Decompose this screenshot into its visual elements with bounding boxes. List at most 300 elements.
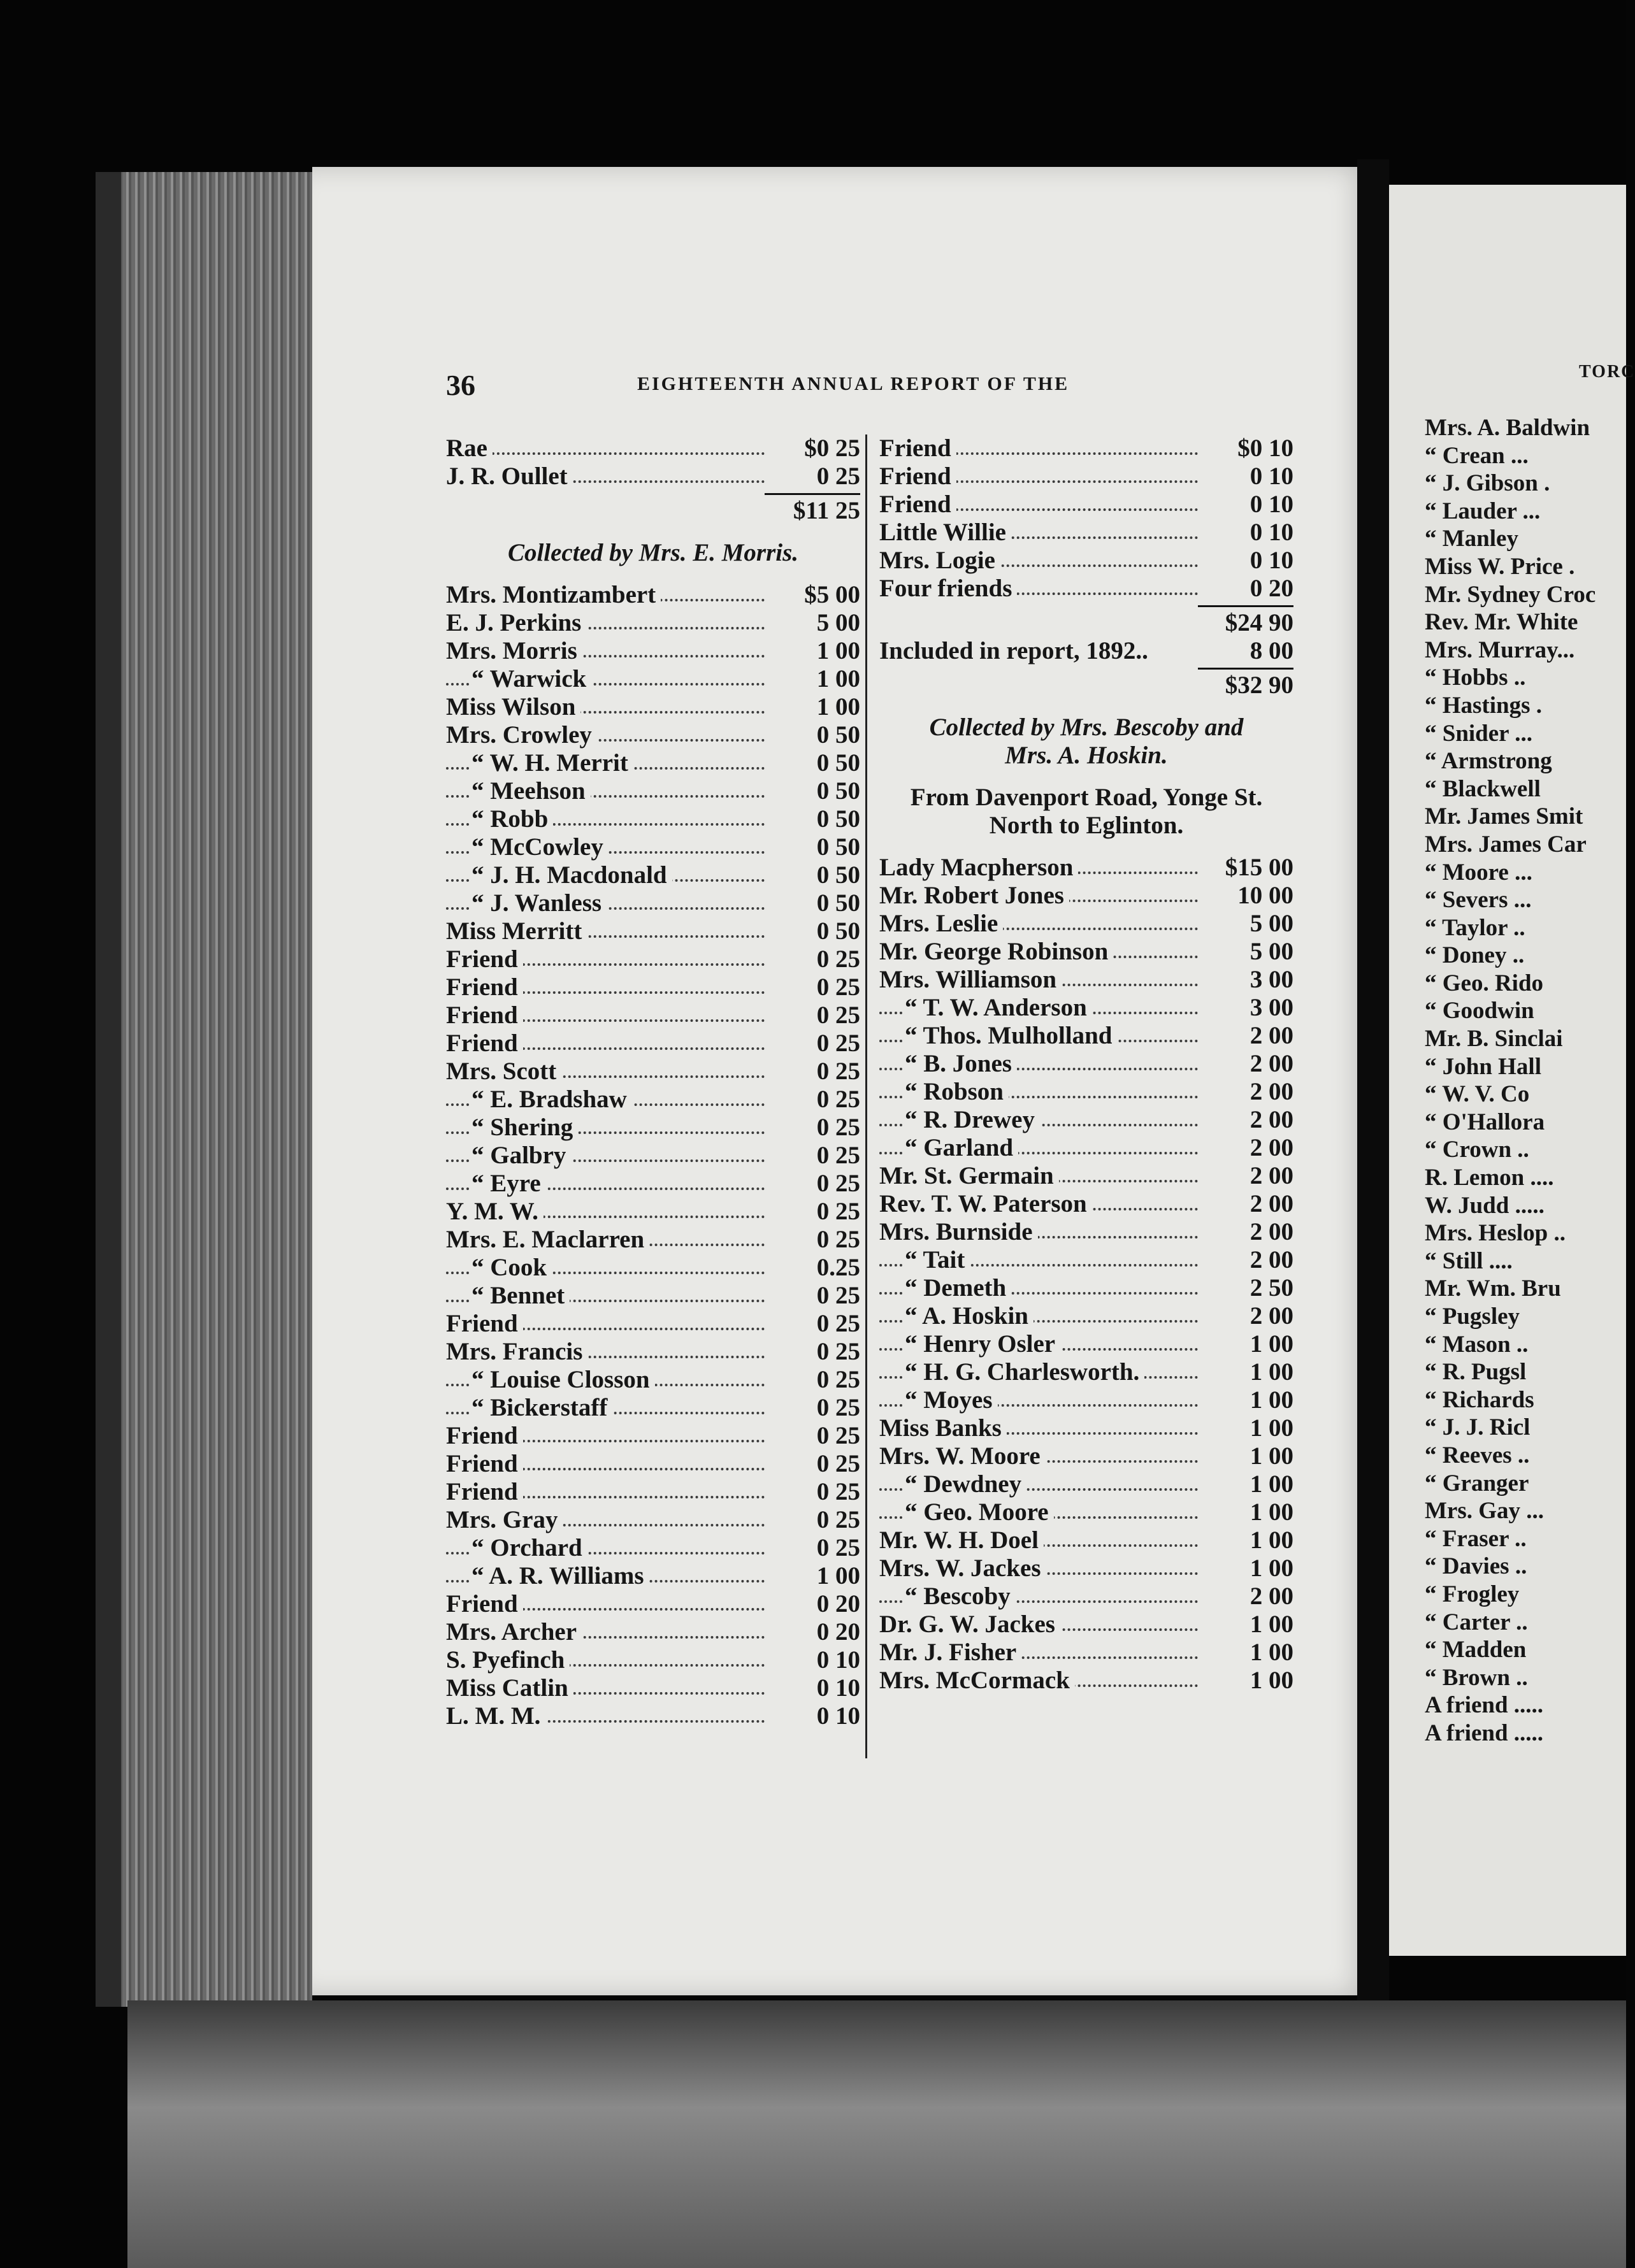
donor-name: “ Garland [905, 1134, 1018, 1162]
donor-row [446, 1394, 860, 1422]
right-page-line: “ J. J. Ricl [1425, 1414, 1531, 1441]
donor-name: Mrs. Williamson [879, 966, 1062, 994]
donor-name: “ H. G. Charlesworth. [905, 1358, 1144, 1386]
donor-row [446, 805, 860, 833]
donor-row [446, 1618, 860, 1646]
middle-subtotal: $24 90 [1200, 609, 1293, 637]
donation-amount: 0 20 [767, 1590, 860, 1618]
donation-amount: 0 25 [767, 1114, 860, 1142]
left-donor-list [446, 581, 860, 1730]
donor-name: “ W. H. Merrit [472, 749, 633, 777]
donor-name: “ A. Hoskin [905, 1302, 1034, 1330]
donor-row [879, 1554, 1293, 1583]
donation-amount: 0 20 [767, 1618, 860, 1646]
donor-name: “ R. Drewey [905, 1106, 1040, 1134]
right-page-line: “ Doney .. [1425, 942, 1525, 969]
donor-name: “ J. Wanless [472, 889, 607, 917]
donation-amount: 0 50 [767, 777, 860, 805]
donor-name: Mr. George Robinson [879, 938, 1113, 966]
middle-top-rows [879, 434, 1293, 603]
donor-name: “ Bennet [472, 1282, 570, 1310]
donation-amount: 0 25 [767, 945, 860, 973]
donor-row [879, 1667, 1293, 1695]
donor-row [446, 1534, 860, 1562]
donor-name: “ Shering [472, 1114, 578, 1142]
donor-name: Friend [879, 463, 956, 491]
left-top-rows [446, 434, 860, 491]
donor-row [879, 1583, 1293, 1611]
donor-row [446, 1478, 860, 1506]
donor-name: “ Henry Osler [905, 1330, 1060, 1358]
donation-amount: 2 00 [1200, 1246, 1293, 1274]
donor-name: Mr. J. Fisher [879, 1639, 1021, 1667]
donor-name: Mr. Robert Jones [879, 882, 1069, 910]
donor-name: “ Cook [472, 1254, 552, 1282]
donor-name: “ E. Bradshaw [472, 1086, 632, 1114]
donor-row [879, 1274, 1293, 1302]
right-page-line: Mrs. Heslop .. [1425, 1220, 1566, 1247]
right-page-line: “ Lauder ... [1425, 498, 1541, 524]
donor-row [446, 1086, 860, 1114]
donation-amount: 0 10 [1200, 519, 1293, 547]
donation-amount: 0 10 [1200, 547, 1293, 575]
donation-amount: 1 00 [1200, 1358, 1293, 1386]
middle-donor-list [879, 854, 1293, 1695]
right-page-line: W. Judd ..... [1425, 1192, 1545, 1219]
donor-row [879, 491, 1293, 519]
donor-row [879, 1442, 1293, 1470]
right-page-fragment [1425, 414, 1595, 1748]
right-page-line: “ Fraser .. [1425, 1525, 1527, 1552]
donation-amount: 0 50 [767, 805, 860, 833]
right-page-line: Mrs. Murray... [1425, 636, 1575, 663]
donor-name: “ Orchard [472, 1534, 587, 1562]
donation-amount: 0 25 [767, 1282, 860, 1310]
donation-amount: 0 25 [767, 1394, 860, 1422]
right-page-line: “ John Hall [1425, 1053, 1541, 1080]
donor-row [446, 637, 860, 665]
donation-amount: 0 50 [767, 833, 860, 861]
included-label: Included in report, 1892.. [879, 637, 1153, 665]
donor-row [446, 1562, 860, 1590]
donation-amount: 1 00 [1200, 1330, 1293, 1358]
donation-amount: 1 00 [767, 1562, 860, 1590]
donor-row [446, 1254, 860, 1282]
donor-row [446, 1338, 860, 1366]
right-page-line: “ Moore ... [1425, 859, 1532, 886]
donor-name: Rae [446, 434, 493, 463]
donor-name: “ Geo. Moore [905, 1498, 1054, 1526]
donor-row [879, 966, 1293, 994]
donation-amount: 2 00 [1200, 1190, 1293, 1218]
donation-amount: 1 00 [1200, 1526, 1293, 1554]
donation-amount: 2 00 [1200, 1218, 1293, 1246]
donation-amount: 0 10 [767, 1646, 860, 1674]
donation-amount: 0 25 [767, 1450, 860, 1478]
right-page-line: “ Mason .. [1425, 1331, 1529, 1358]
donation-amount: 2 00 [1200, 1162, 1293, 1190]
right-page-line: “ Carter .. [1425, 1609, 1528, 1635]
donor-row [446, 1058, 860, 1086]
right-page-line: “ Still .... [1425, 1247, 1513, 1274]
donor-row [879, 1050, 1293, 1078]
donor-name: Friend [879, 434, 956, 463]
right-page-line: R. Lemon .... [1425, 1165, 1554, 1191]
donation-amount: 0 25 [767, 1086, 860, 1114]
scan-bottom-area [127, 2000, 1626, 2268]
donor-row [446, 1422, 860, 1450]
left-subtotal: $11 25 [767, 497, 860, 525]
section-heading-bescoby-line2: Mrs. A. Hoskin. [1005, 742, 1168, 769]
donor-row [446, 917, 860, 945]
donor-name: Friend [446, 973, 523, 1001]
right-running-head: TORC [1579, 362, 1635, 382]
donor-name: Friend [446, 1030, 523, 1058]
right-page-line: Miss W. Price . [1425, 553, 1575, 580]
donor-name: J. R. Oullet [446, 463, 573, 491]
donation-amount: 2 00 [1200, 1050, 1293, 1078]
donor-name: Mrs. Burnside [879, 1218, 1038, 1246]
donor-name: L. M. M. [446, 1702, 545, 1730]
donor-name: Mrs. Gray [446, 1506, 563, 1534]
right-page-line: A friend ..... [1425, 1719, 1544, 1746]
donor-row [446, 1114, 860, 1142]
right-page-line: “ Madden [1425, 1637, 1527, 1663]
donor-name: Miss Wilson [446, 693, 580, 721]
donation-amount: 0 50 [767, 861, 860, 889]
donor-row [879, 1218, 1293, 1246]
donation-amount: 0 10 [767, 1674, 860, 1702]
donor-name: S. Pyefinch [446, 1646, 570, 1674]
donor-row [446, 1030, 860, 1058]
donor-row [879, 1246, 1293, 1274]
donation-amount: 3 00 [1200, 966, 1293, 994]
donation-amount: 0 25 [767, 1198, 860, 1226]
donor-name: “ B. Jones [905, 1050, 1017, 1078]
donor-row [879, 1498, 1293, 1526]
right-page-line: “ Hastings . [1425, 692, 1543, 719]
section-heading-morris: Collected by Mrs. E. Morris. [507, 539, 799, 566]
book-gutter [1357, 159, 1389, 2007]
donor-name: “ Louise Closson [472, 1366, 655, 1394]
donor-name: “ Robb [472, 805, 553, 833]
right-page-line: “ J. Gibson . [1425, 470, 1550, 497]
donor-row [446, 777, 860, 805]
donor-name: Mrs. Scott [446, 1058, 561, 1086]
donor-name: “ Galbry [472, 1142, 571, 1170]
donation-amount: $15 00 [1200, 854, 1293, 882]
donor-name: Mrs. E. Maclarren [446, 1226, 649, 1254]
donor-row [879, 994, 1293, 1022]
donation-amount: 1 00 [1200, 1498, 1293, 1526]
right-page-line: “ R. Pugsl [1425, 1359, 1527, 1386]
donation-amount: 0 25 [767, 1030, 860, 1058]
donor-name: “ Moyes [905, 1386, 998, 1414]
donor-name: “ Bescoby [905, 1583, 1016, 1611]
donation-amount: 0 10 [767, 1702, 860, 1730]
dot-leader [446, 452, 765, 455]
donor-row [446, 861, 860, 889]
donor-name: E. J. Perkins [446, 609, 586, 637]
donor-row [446, 463, 860, 491]
right-page-line: Rev. Mr. White [1425, 609, 1578, 636]
donor-name: “ A. R. Williams [472, 1562, 649, 1590]
donation-amount: 0 25 [767, 1422, 860, 1450]
column-divider [865, 434, 867, 1758]
right-page-line: “ Goodwin [1425, 998, 1534, 1024]
donor-row [879, 1330, 1293, 1358]
donor-name: “ J. H. Macdonald [472, 861, 672, 889]
donor-row [879, 1302, 1293, 1330]
donor-name: Friend [879, 491, 956, 519]
donor-name: Friend [446, 1001, 523, 1030]
donor-name: “ T. W. Anderson [905, 994, 1092, 1022]
donor-name: Dr. G. W. Jackes [879, 1611, 1060, 1639]
donor-name: Mr. St. Germain [879, 1162, 1059, 1190]
donor-row [446, 1282, 860, 1310]
donor-row [446, 1310, 860, 1338]
donation-amount: 0 25 [767, 1001, 860, 1030]
donor-name: Little Willie [879, 519, 1011, 547]
donor-row [446, 581, 860, 609]
donation-amount: 2 00 [1200, 1134, 1293, 1162]
donor-row [879, 1470, 1293, 1498]
donor-name: Friend [446, 1590, 523, 1618]
right-page-line: “ Granger [1425, 1470, 1529, 1496]
donor-row [879, 938, 1293, 966]
right-page-line: “ Crown .. [1425, 1137, 1529, 1163]
donation-amount: 1 00 [1200, 1639, 1293, 1667]
donation-amount: 1 00 [767, 693, 860, 721]
donor-row [879, 1639, 1293, 1667]
donor-row [879, 575, 1293, 603]
right-page-line: A friend ..... [1425, 1692, 1544, 1719]
donor-name: Mrs. Leslie [879, 910, 1003, 938]
donor-row [446, 1702, 860, 1730]
donor-row [446, 1646, 860, 1674]
donation-amount: 0 50 [767, 721, 860, 749]
right-page-line: Mrs. Gay ... [1425, 1498, 1545, 1525]
donor-name: Miss Catlin [446, 1674, 573, 1702]
total-rule [879, 665, 1293, 671]
donor-row [446, 749, 860, 777]
book-page-edges [96, 172, 312, 2007]
donor-row [879, 463, 1293, 491]
donor-row [446, 1450, 860, 1478]
donation-amount: 3 00 [1200, 994, 1293, 1022]
donor-name: Rev. T. W. Paterson [879, 1190, 1092, 1218]
right-page-line: “ Severs ... [1425, 887, 1532, 914]
page-number: 36 [446, 369, 475, 401]
donation-amount: 0 25 [767, 1058, 860, 1086]
donor-name: Mrs. Archer [446, 1618, 582, 1646]
donor-name: “ McCowley [472, 833, 609, 861]
donation-amount: 0 25 [767, 1142, 860, 1170]
donation-amount: 0 25 [767, 1534, 860, 1562]
donation-amount: 1 00 [1200, 1667, 1293, 1695]
donation-amount: $0 10 [1200, 434, 1293, 463]
subtotal-rule [446, 491, 860, 497]
page-header [446, 364, 1351, 401]
donor-row [446, 1366, 860, 1394]
middle-total-row [879, 671, 1293, 700]
donor-name: Miss Merritt [446, 917, 587, 945]
donor-row [446, 945, 860, 973]
right-page-line: “ O'Hallora [1425, 1109, 1545, 1135]
donation-amount: $5 00 [767, 581, 860, 609]
donation-amount: 0 25 [767, 973, 860, 1001]
donor-row [879, 1078, 1293, 1106]
right-page-line: “ Reeves .. [1425, 1442, 1530, 1468]
donor-row [446, 1590, 860, 1618]
running-head: EIGHTEENTH ANNUAL REPORT OF THE [637, 373, 1070, 394]
donor-row [879, 1022, 1293, 1050]
donation-amount: 5 00 [767, 609, 860, 637]
donation-amount: 1 00 [1200, 1554, 1293, 1583]
right-page-line: “ Armstrong [1425, 748, 1552, 775]
donation-amount: 2 00 [1200, 1078, 1293, 1106]
donor-name: Mrs. Crowley [446, 721, 597, 749]
right-page-line: “ Geo. Rido [1425, 970, 1544, 996]
left-subtotal-row [446, 497, 860, 525]
donation-amount: 5 00 [1200, 910, 1293, 938]
donor-row [446, 1198, 860, 1226]
donor-name: Mrs. McCormack [879, 1667, 1075, 1695]
donation-amount: 0 25 [767, 1226, 860, 1254]
donor-row [879, 1526, 1293, 1554]
donor-name: Mrs. Montizambert [446, 581, 661, 609]
donor-row [446, 973, 860, 1001]
donor-name: Mrs. Morris [446, 637, 582, 665]
right-page-line: “ Crean ... [1425, 442, 1529, 469]
right-page-line: Mrs. James Car [1425, 831, 1587, 858]
donor-row [446, 1674, 860, 1702]
donation-amount: 0 25 [767, 463, 860, 491]
donor-name: Friend [446, 1450, 523, 1478]
donor-name: Y. M. W. [446, 1198, 544, 1226]
donation-amount: 1 00 [1200, 1386, 1293, 1414]
section-heading-bescoby-line1: Collected by Mrs. Bescoby and [929, 714, 1244, 741]
donor-row [879, 1414, 1293, 1442]
donation-amount: 1 00 [1200, 1470, 1293, 1498]
donor-name: Mr. W. H. Doel [879, 1526, 1044, 1554]
donor-row [879, 434, 1293, 463]
right-page-line: “ Richards [1425, 1386, 1534, 1413]
donor-name: Mrs. Francis [446, 1338, 587, 1366]
donor-name: Miss Banks [879, 1414, 1007, 1442]
right-page-line: Mrs. A. Baldwin [1425, 415, 1590, 441]
donor-row [446, 1142, 860, 1170]
right-page-line: “ Hobbs .. [1425, 664, 1526, 691]
right-page-line: “ W. V. Co [1425, 1081, 1530, 1108]
donor-name: Lady Macpherson [879, 854, 1078, 882]
right-page-line: Mr. Wm. Bru [1425, 1275, 1561, 1302]
donor-row [879, 1106, 1293, 1134]
donor-row [879, 1134, 1293, 1162]
donation-amount: 0 25 [767, 1478, 860, 1506]
donation-amount: 0 25 [767, 1506, 860, 1534]
donor-row [446, 665, 860, 693]
donor-row [446, 1226, 860, 1254]
donor-name: Friend [446, 1478, 523, 1506]
district-line2: North to Eglinton. [989, 812, 1184, 839]
donor-row [446, 1170, 860, 1198]
donation-amount: 5 00 [1200, 938, 1293, 966]
donation-amount: 2 00 [1200, 1106, 1293, 1134]
donation-amount: 0 10 [1200, 491, 1293, 519]
donor-name: Friend [446, 1310, 523, 1338]
middle-subtotal-row [879, 609, 1293, 637]
donor-row [446, 889, 860, 917]
right-page-line: “ Brown .. [1425, 1664, 1528, 1691]
donor-row [879, 547, 1293, 575]
book-edge-shadow [96, 172, 121, 2007]
donor-row [446, 693, 860, 721]
donor-row [879, 854, 1293, 882]
district-line1: From Davenport Road, Yonge St. [910, 784, 1263, 811]
donation-amount: 2 00 [1200, 1583, 1293, 1611]
donor-name: “ Demeth [905, 1274, 1011, 1302]
right-page-line: Mr. Sydney Croc [1425, 581, 1596, 608]
donation-amount: 0 25 [767, 1170, 860, 1198]
middle-column [879, 434, 1293, 1695]
donor-name: Friend [446, 1422, 523, 1450]
donor-name: Mrs. Logie [879, 547, 1000, 575]
left-column [446, 434, 860, 1730]
donation-amount: $0 25 [767, 434, 860, 463]
donation-amount: 1 00 [1200, 1611, 1293, 1639]
middle-total: $32 90 [1200, 671, 1293, 700]
donation-amount: 1 00 [767, 637, 860, 665]
donation-amount: 0 25 [767, 1310, 860, 1338]
donation-amount: 0.25 [767, 1254, 860, 1282]
donor-name: Mrs. W. Moore [879, 1442, 1046, 1470]
right-page-line: Mr. James Smit [1425, 803, 1583, 830]
right-page-line: “ Snider ... [1425, 720, 1532, 747]
donor-row [446, 833, 860, 861]
donor-name: “ Bickerstaff [472, 1394, 612, 1422]
donation-amount: 2 00 [1200, 1022, 1293, 1050]
donor-name: “ Thos. Mulholland [905, 1022, 1118, 1050]
donation-amount: 2 50 [1200, 1274, 1293, 1302]
donor-row [879, 1358, 1293, 1386]
subtotal-rule [879, 603, 1293, 609]
donor-name: “ Warwick [472, 665, 591, 693]
donation-amount: 1 00 [1200, 1414, 1293, 1442]
right-page-line: “ Davies .. [1425, 1553, 1527, 1580]
included-amount: 8 00 [1200, 637, 1293, 665]
donor-row [446, 1506, 860, 1534]
donation-amount: 10 00 [1200, 882, 1293, 910]
donor-row [446, 609, 860, 637]
donor-name: “ Eyre [472, 1170, 546, 1198]
donor-row [879, 1190, 1293, 1218]
right-page-line: “ Blackwell [1425, 775, 1541, 802]
donation-amount: 1 00 [1200, 1442, 1293, 1470]
donor-row [879, 882, 1293, 910]
donation-amount: 0 50 [767, 749, 860, 777]
right-page-line: “ Taylor .. [1425, 914, 1525, 941]
donor-row [879, 910, 1293, 938]
donor-name: “ Tait [905, 1246, 970, 1274]
donation-amount: 2 00 [1200, 1302, 1293, 1330]
right-page-line: Mr. B. Sinclai [1425, 1026, 1563, 1052]
donor-row [879, 1386, 1293, 1414]
donor-name: Four friends [879, 575, 1017, 603]
donor-name: “ Meehson [472, 777, 591, 805]
right-page-line: “ Manley [1425, 526, 1518, 552]
included-row [879, 637, 1293, 665]
